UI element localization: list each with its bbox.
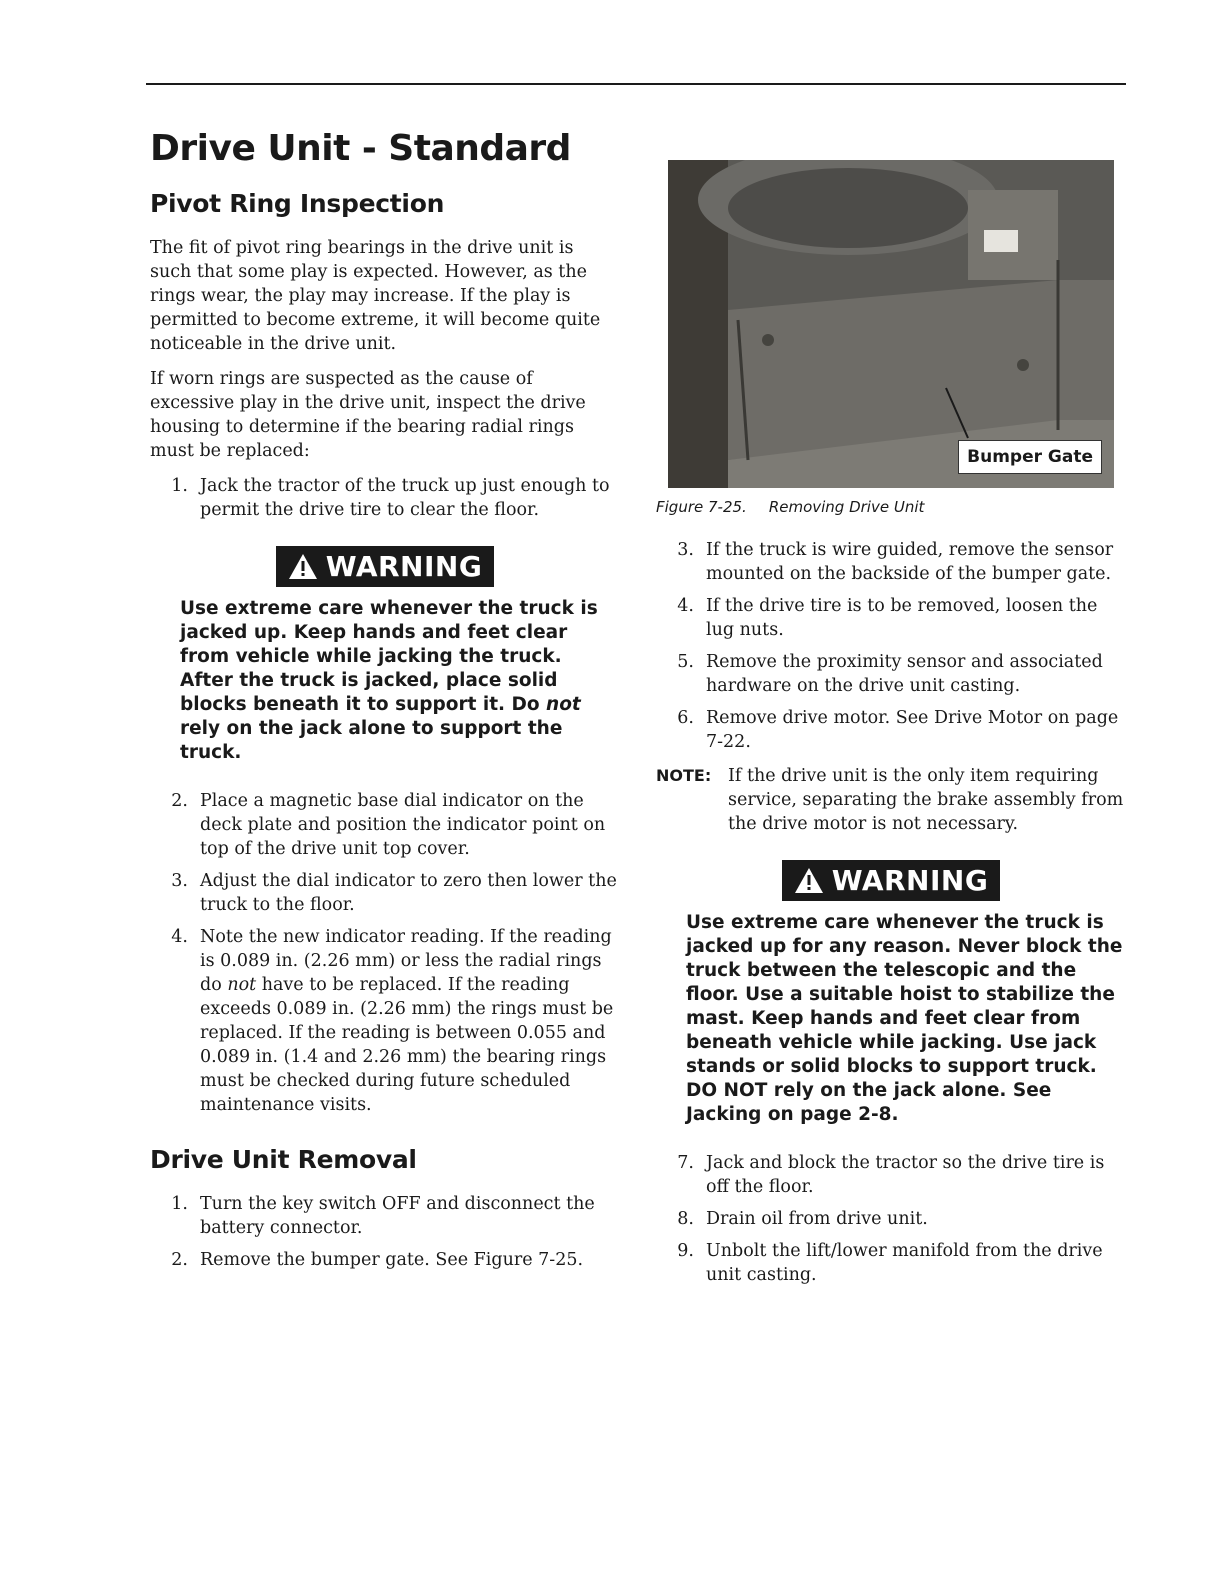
warning-block-2 [656,860,1126,1127]
list-item: 4. If the drive tire is to be removed, loosen the lug nuts. [677,596,1098,640]
warning-text: Use extreme care whenever the truck is jacked up for any reason. Never block the truck between the telescopic and the floor. Use a suitable hoist to stabilize the mast. Keep hands and feet clear from beneath vehicle while jacking. Use jack stands or solid blocks to support truck. DO NOT rely on the jack alone. See Jacking on page 2-8. [686,912,1123,1125]
bumper-gate-callout: Bumper Gate [958,440,1102,474]
list-item: 3. If the truck is wire guided, remove the sensor mounted on the backside of the bumper gate. [677,540,1114,584]
header-rule [146,83,1126,85]
warning-badge: WARNING [276,546,495,587]
list-item: 7. Jack and block the tractor so the drive tire is off the floor. [677,1153,1105,1197]
list-item: 5. Remove the proximity sensor and associated hardware on the drive unit casting. [677,652,1103,696]
figure-caption: Figure 7-25. Removing Drive Unit [656,498,925,516]
list-item: 4. Note the new indicator reading. If the reading is 0.089 in. (2.26 mm) or less the radial rings do not have to be replaced. If the reading exceeds 0.089 in. (2.26 mm) the rings must be replaced. If the reading is between 0.055 and 0.089 in. (1.4 and 2.26 mm) the bearing rings must be checked during future scheduled maintenance visits. [171,927,614,1115]
page-title: Drive Unit - Standard [150,128,571,169]
list-item: 1. Turn the key switch OFF and disconnect the battery connector. [171,1194,595,1238]
list-item: 2. Place a magnetic base dial indicator on the deck plate and position the indicator point on top of the drive unit top cover. [171,791,606,859]
left-column [150,128,620,1282]
list-item: 2. Remove the bumper gate. See Figure 7-25. [171,1250,584,1270]
warning-triangle-icon [288,553,318,580]
note-block [656,764,1126,836]
removal-steps-a [150,1192,620,1272]
note-text: If the drive unit is the only item requiring service, separating the brake assembly from the drive motor is not necessary. [728,766,1124,834]
list-item: 6. Remove drive motor. See Drive Motor on page 7-22. [677,708,1119,752]
figure-photo [668,160,1114,488]
list-item: 1. Jack the tractor of the truck up just enough to permit the drive tire to clear the floor. [171,476,610,520]
pivot-steps-a [150,474,620,522]
warning-badge: WARNING [782,860,1001,901]
removal-heading: Drive Unit Removal [150,1145,417,1174]
warning-triangle-icon [794,867,824,894]
list-item: 3. Adjust the dial indicator to zero then lower the truck to the floor. [171,871,617,915]
warning-text: Use extreme care whenever the truck is jacked up. Keep hands and feet clear from vehicle while jacking the truck. After the truck is jacked, place solid blocks beneath it to support it. Do not rely on the jack alone to support the truck. [180,598,598,763]
pivot-steps-b [150,789,620,1117]
removal-steps-b [656,538,1126,754]
warning-block-1 [150,546,620,765]
pivot-para-1: The fit of pivot ring bearings in the drive unit is such that some play is expected. However, as the rings wear, the play may increase. If the play is permitted to become extreme, it will become quite noticeable in the drive unit. [150,238,601,354]
list-item: 9. Unbolt the lift/lower manifold from the drive unit casting. [677,1241,1103,1285]
pivot-heading: Pivot Ring Inspection [150,189,445,218]
pivot-para-2: If worn rings are suspected as the cause of excessive play in the drive unit, inspect the drive housing to determine if the bearing radial rings must be replaced: [150,369,586,461]
drive-unit-photo [668,160,1114,488]
removal-steps-c [656,1151,1126,1287]
note-label: NOTE: [656,766,712,785]
list-item: 8. Drain oil from drive unit. [677,1209,928,1229]
right-column [656,160,1126,1297]
